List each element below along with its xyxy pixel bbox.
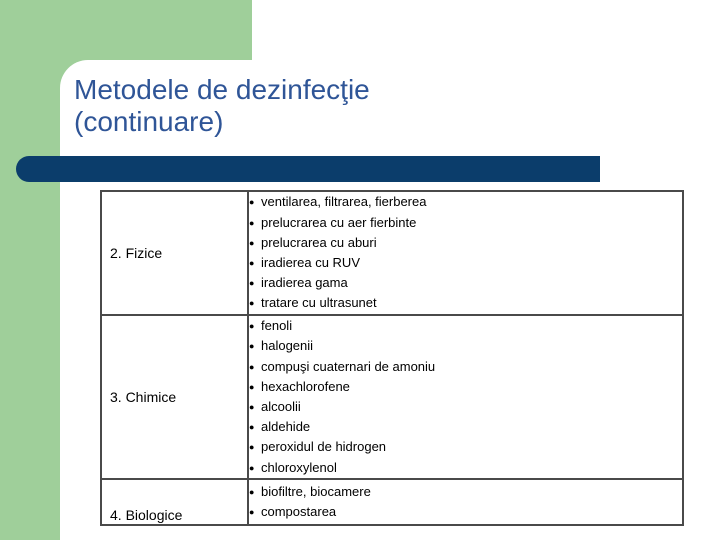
list-item: ● halogenii (249, 336, 682, 356)
bullet-icon: ● (249, 486, 255, 497)
bullet-icon: ● (249, 298, 255, 309)
list-item: ● tratare cu ultrasunet (249, 293, 682, 313)
category-cell (101, 315, 248, 479)
table-row (101, 479, 683, 525)
items-cell (248, 191, 683, 315)
bullet-icon: ● (249, 361, 255, 372)
list-item: ● iradierea gama (249, 273, 682, 293)
items-cell (248, 479, 683, 525)
bullet-icon: ● (249, 217, 255, 228)
bullet-icon: ● (249, 442, 255, 453)
method-list (249, 482, 682, 522)
bullet-icon: ● (249, 197, 255, 208)
list-item: ● peroxidul de hidrogen (249, 437, 682, 457)
list-item: ● prelucrarea cu aburi (249, 233, 682, 253)
list-item: ● iradierea cu RUV (249, 253, 682, 273)
category-cell (101, 191, 248, 315)
title-line-1: Metodele de dezinfecţie (74, 74, 370, 105)
methods-table (100, 190, 684, 526)
method-list (249, 192, 682, 313)
list-item: ● prelucrarea cu aer fierbinte (249, 213, 682, 233)
items-cell (248, 315, 683, 479)
list-item: ● hexachlorofene (249, 377, 682, 397)
list-item: ● ventilarea, filtrarea, fierberea (249, 192, 682, 212)
list-item: ● aldehide (249, 417, 682, 437)
bullet-icon: ● (249, 402, 255, 412)
list-item: ● fenoli (249, 316, 682, 336)
title-underline-bar (16, 156, 600, 182)
list-item: ● chloroxylenol (249, 458, 682, 478)
method-list (249, 316, 682, 478)
category-label: 3. Chimice (110, 389, 177, 405)
bullet-icon: ● (249, 321, 255, 332)
bullet-icon: ● (249, 422, 255, 433)
category-cell (101, 479, 248, 525)
category-label: 2. Fizice (110, 245, 163, 261)
bullet-icon: ● (249, 507, 255, 517)
list-item: ● biofiltre, biocamere (249, 482, 682, 502)
list-item: ● compuşi cuaternari de amoniu (249, 357, 682, 377)
bullet-icon: ● (249, 258, 255, 268)
list-item: ● alcoolii (249, 397, 682, 417)
table-row (101, 191, 683, 315)
bullet-icon: ● (249, 381, 255, 392)
bullet-icon: ● (249, 341, 255, 352)
bullet-icon: ● (249, 278, 255, 289)
title-line-2: (continuare) (74, 106, 224, 137)
category-label: 4. Biologice (110, 507, 183, 523)
list-item: ● compostarea (249, 502, 682, 522)
slide-title (74, 74, 674, 138)
bullet-icon: ● (249, 237, 255, 248)
bullet-icon: ● (249, 462, 255, 473)
table-row (101, 315, 683, 479)
